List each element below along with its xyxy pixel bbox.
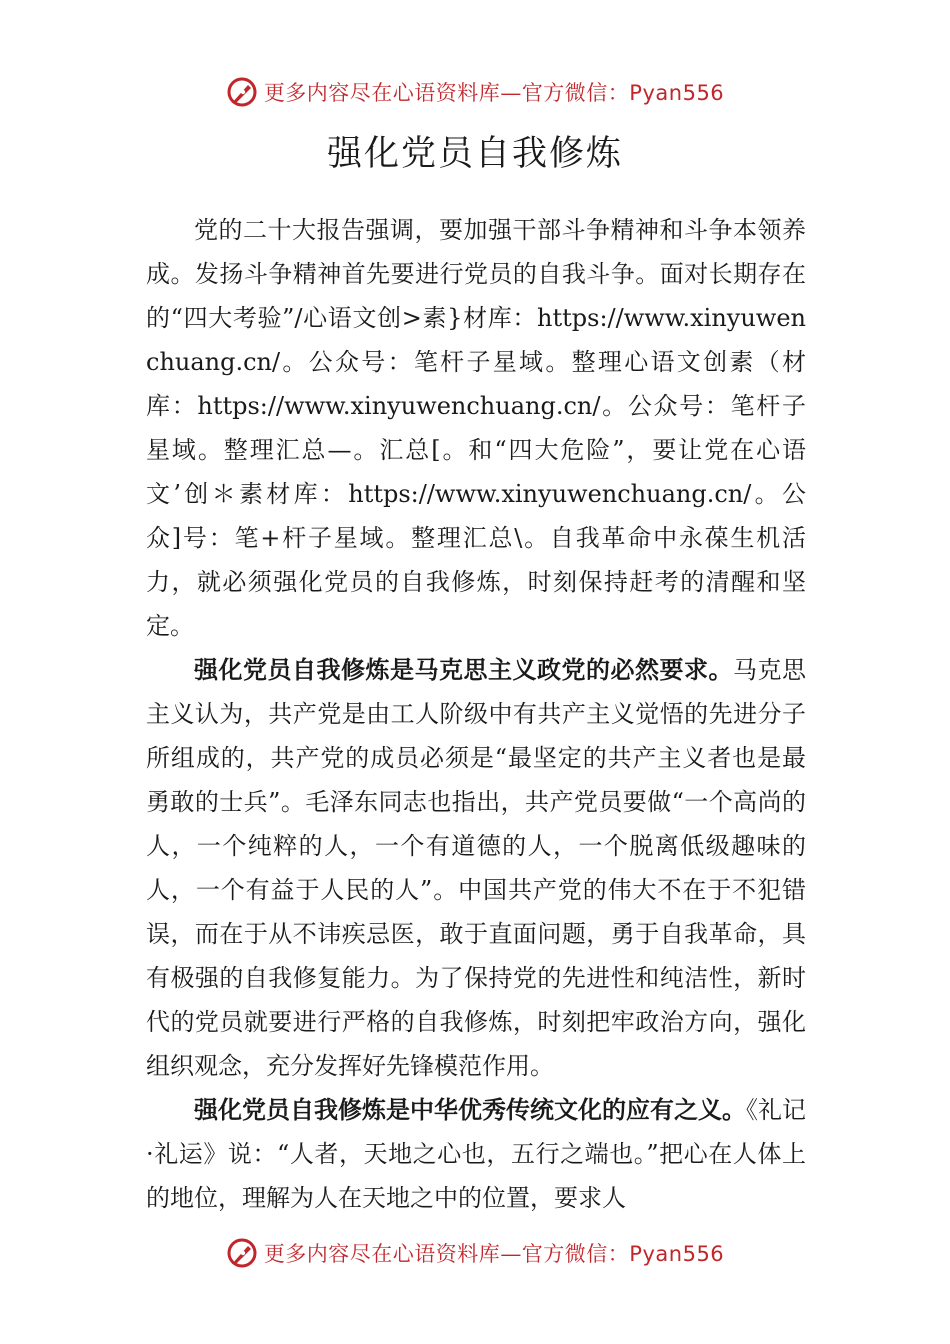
- paragraph-1: [146, 208, 806, 648]
- watermark-banner-bottom: [0, 1231, 950, 1275]
- paragraph-2: [146, 648, 806, 1088]
- watermark-main: 更多内容尽在心语资料库: [263, 1242, 501, 1266]
- paragraph-2-lead: 强化党员自我修炼是马克思主义政党的必然要求。: [194, 656, 733, 684]
- quill-logo-icon: [226, 1237, 258, 1269]
- article-body: [146, 208, 806, 1220]
- paragraph-3-text: 《礼记·礼运》说：“人者，天地之心也，五行之端也。”把心在人体上的地位，理解为人在天地之中的位置，要求人: [146, 1096, 806, 1212]
- page-title: 强化党员自我修炼: [326, 134, 623, 174]
- watermark-text: [264, 77, 724, 107]
- watermark-banner-top: [0, 70, 950, 114]
- quill-logo-icon: [226, 76, 258, 108]
- watermark-dash: —: [500, 1242, 522, 1266]
- watermark-dash: —: [500, 81, 522, 105]
- watermark-contact: 官方微信：Pyan556: [521, 81, 725, 105]
- watermark-main: 更多内容尽在心语资料库: [263, 81, 501, 105]
- paragraph-2-text: 马克思主义认为，共产党是由工人阶级中有共产主义觉悟的先进分子所组成的，共产党的成员必须是“最坚定的共产主义者也是最勇敢的士兵”。毛泽东同志也指出，共产党员要做“一个高尚的人，一个纯粹的人，一个有道德的人，一个脱离低级趣味的人，一个有益于人民的人”。中国共产党的伟大不在于不犯错误，而在于从不讳疾忌医，敢于直面问题，勇于自我革命，具有极强的自我修复能力。为了保持党的先进性和纯洁性，新时代的党员就要进行严格的自我修炼，时刻把牢政治方向，强化组织观念，充分发挥好先锋模范作用。: [146, 656, 806, 1080]
- paragraph-3-lead: 强化党员自我修炼是中华优秀传统文化的应有之义。: [194, 1096, 746, 1124]
- watermark-text: [264, 1238, 724, 1268]
- paragraph-1-text: 党的二十大报告强调，要加强干部斗争精神和斗争本领养成。发扬斗争精神首先要进行党员的自我斗争。面对长期存在的“四大考验”/心语文创>素}材库：https://www.xinyuwenchuang.cn/。公众号：笔杆子星域。整理心语文创素（材库：https://www.xinyuwenchuang.cn/。公众号：笔杆子星域。整理汇总—。汇总[。和“四大危险”，要让党在心语文’创＊素材库：https://www.xinyuwenchuang.cn/。公众]号：笔+杆子星域。整理汇总\。自我革命中永葆生机活力，就必须强化党员的自我修炼，时刻保持赶考的清醒和坚定。: [146, 216, 806, 640]
- watermark-contact: 官方微信：Pyan556: [521, 1242, 725, 1266]
- paragraph-3: [146, 1088, 806, 1220]
